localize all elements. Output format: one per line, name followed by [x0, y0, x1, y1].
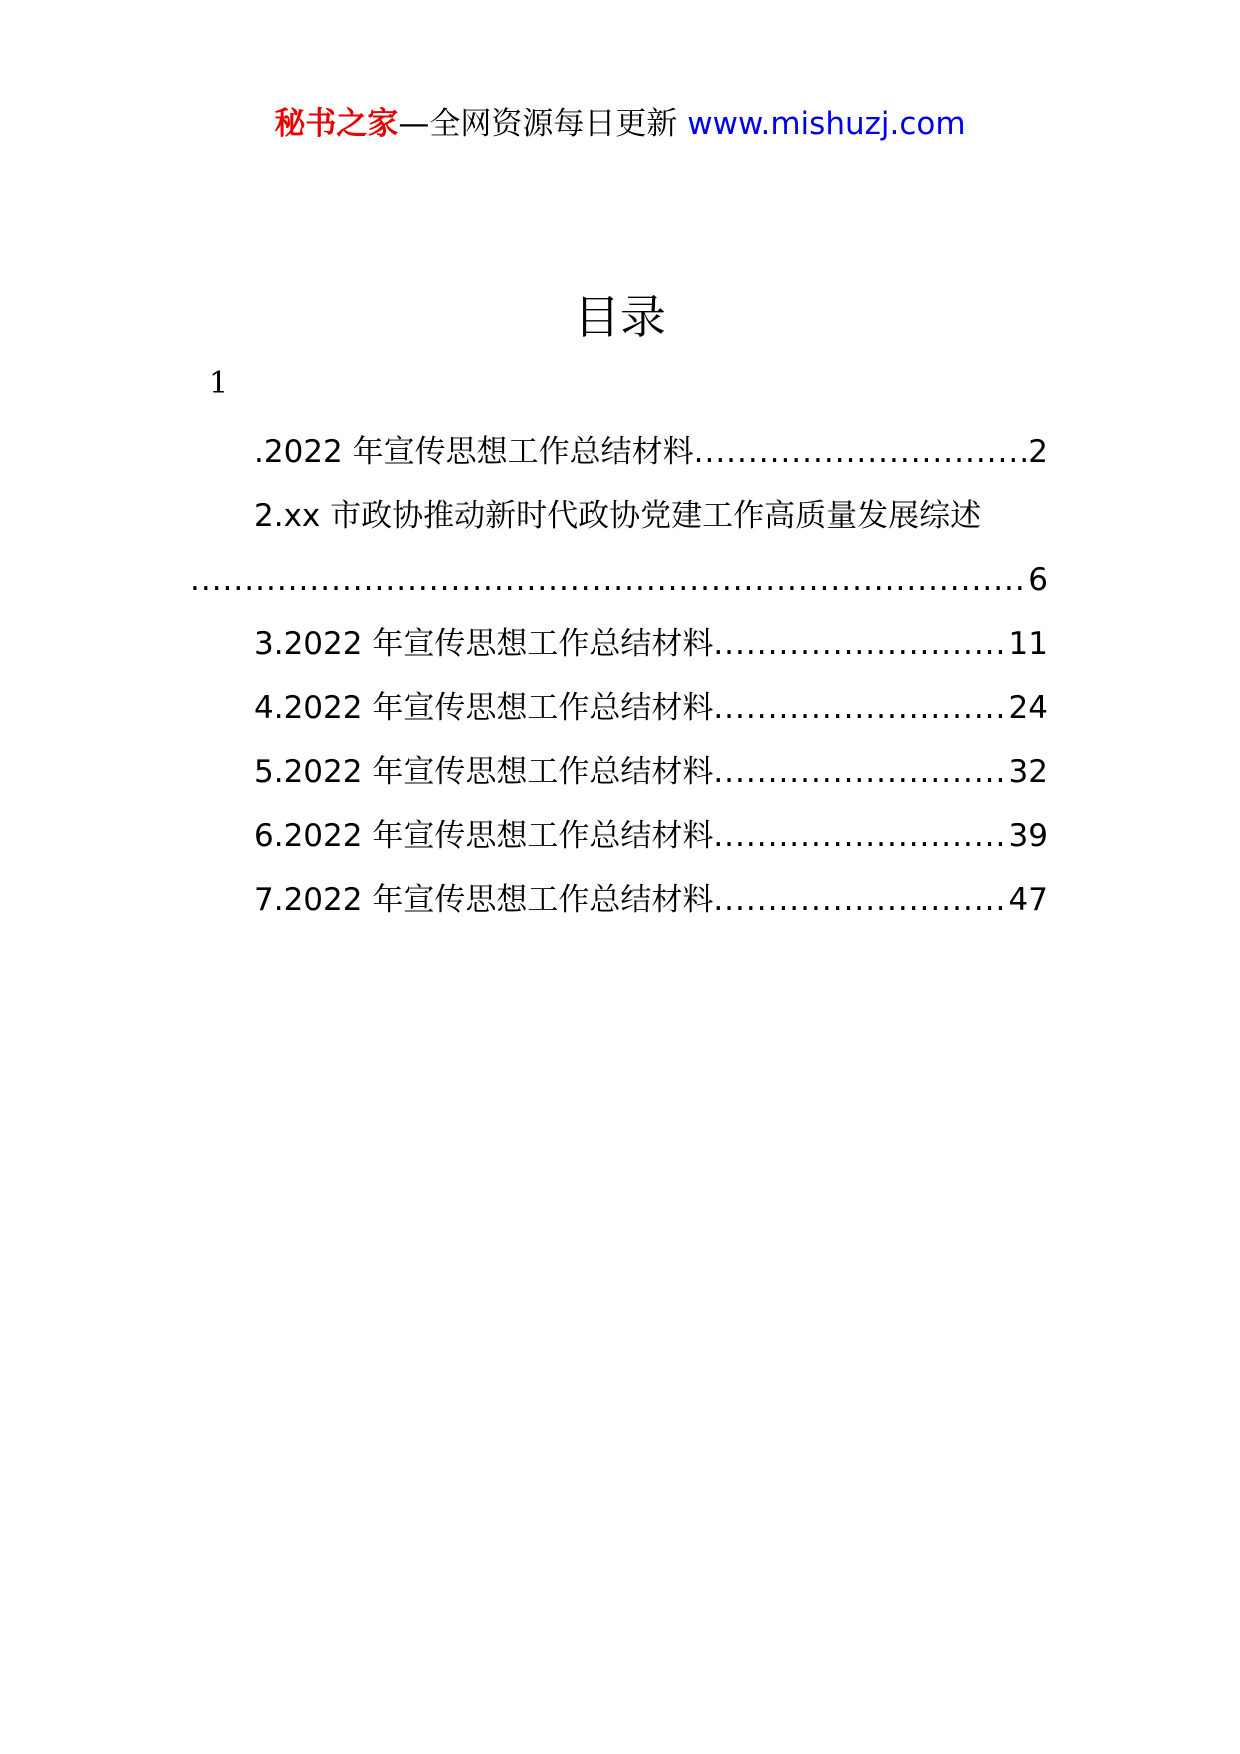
toc-entry[interactable] — [190, 612, 1048, 676]
toc-entry-leader-line — [190, 548, 1048, 612]
toc-entry[interactable] — [190, 676, 1048, 740]
stray-number: 1 — [209, 366, 229, 401]
toc-leader-dots — [190, 548, 1028, 612]
toc-entry-label: 3.2022 年宣传思想工作总结材料 — [254, 626, 714, 662]
toc-leader-dots — [713, 868, 1008, 932]
slogan: —全网资源每日更新 — [398, 106, 688, 142]
toc-leader-dots — [713, 740, 1008, 804]
toc-leader-dots — [713, 676, 1008, 740]
site-url-link[interactable]: www.mishuzj.com — [687, 106, 966, 142]
toc-entry[interactable] — [190, 740, 1048, 804]
site-header — [0, 100, 1240, 148]
toc-entry-label: .2022 年宣传思想工作总结材料 — [254, 434, 694, 470]
toc-leader-dots — [713, 612, 1008, 676]
toc-entry-label: 6.2022 年宣传思想工作总结材料 — [254, 818, 714, 854]
toc-entry-page: 39 — [1008, 818, 1048, 854]
toc-entry-page: 47 — [1008, 882, 1048, 918]
toc-entry[interactable] — [190, 420, 1048, 484]
toc-entry[interactable] — [190, 868, 1048, 932]
toc-entry-label: 5.2022 年宣传思想工作总结材料 — [254, 754, 714, 790]
toc-leader-dots — [713, 804, 1008, 868]
toc-entry[interactable] — [190, 484, 1048, 612]
toc-entry-page: 24 — [1008, 690, 1048, 726]
toc-entry[interactable] — [190, 804, 1048, 868]
toc-entry-label: 2.xx 市政协推动新时代政协党建工作高质量发展综述 — [254, 498, 982, 534]
toc-entry-page: 6 — [1028, 562, 1048, 598]
toc-entry-page: 2 — [1028, 434, 1048, 470]
toc-leader-dots — [694, 420, 1029, 484]
table-of-contents — [190, 420, 1048, 932]
brand-name: 秘书之家 — [274, 106, 399, 142]
toc-entry-page: 32 — [1008, 754, 1048, 790]
toc-entry-page: 11 — [1008, 626, 1048, 662]
toc-entry-label: 7.2022 年宣传思想工作总结材料 — [254, 882, 714, 918]
page-title: 目录 — [574, 290, 666, 344]
toc-entry-label: 4.2022 年宣传思想工作总结材料 — [254, 690, 714, 726]
